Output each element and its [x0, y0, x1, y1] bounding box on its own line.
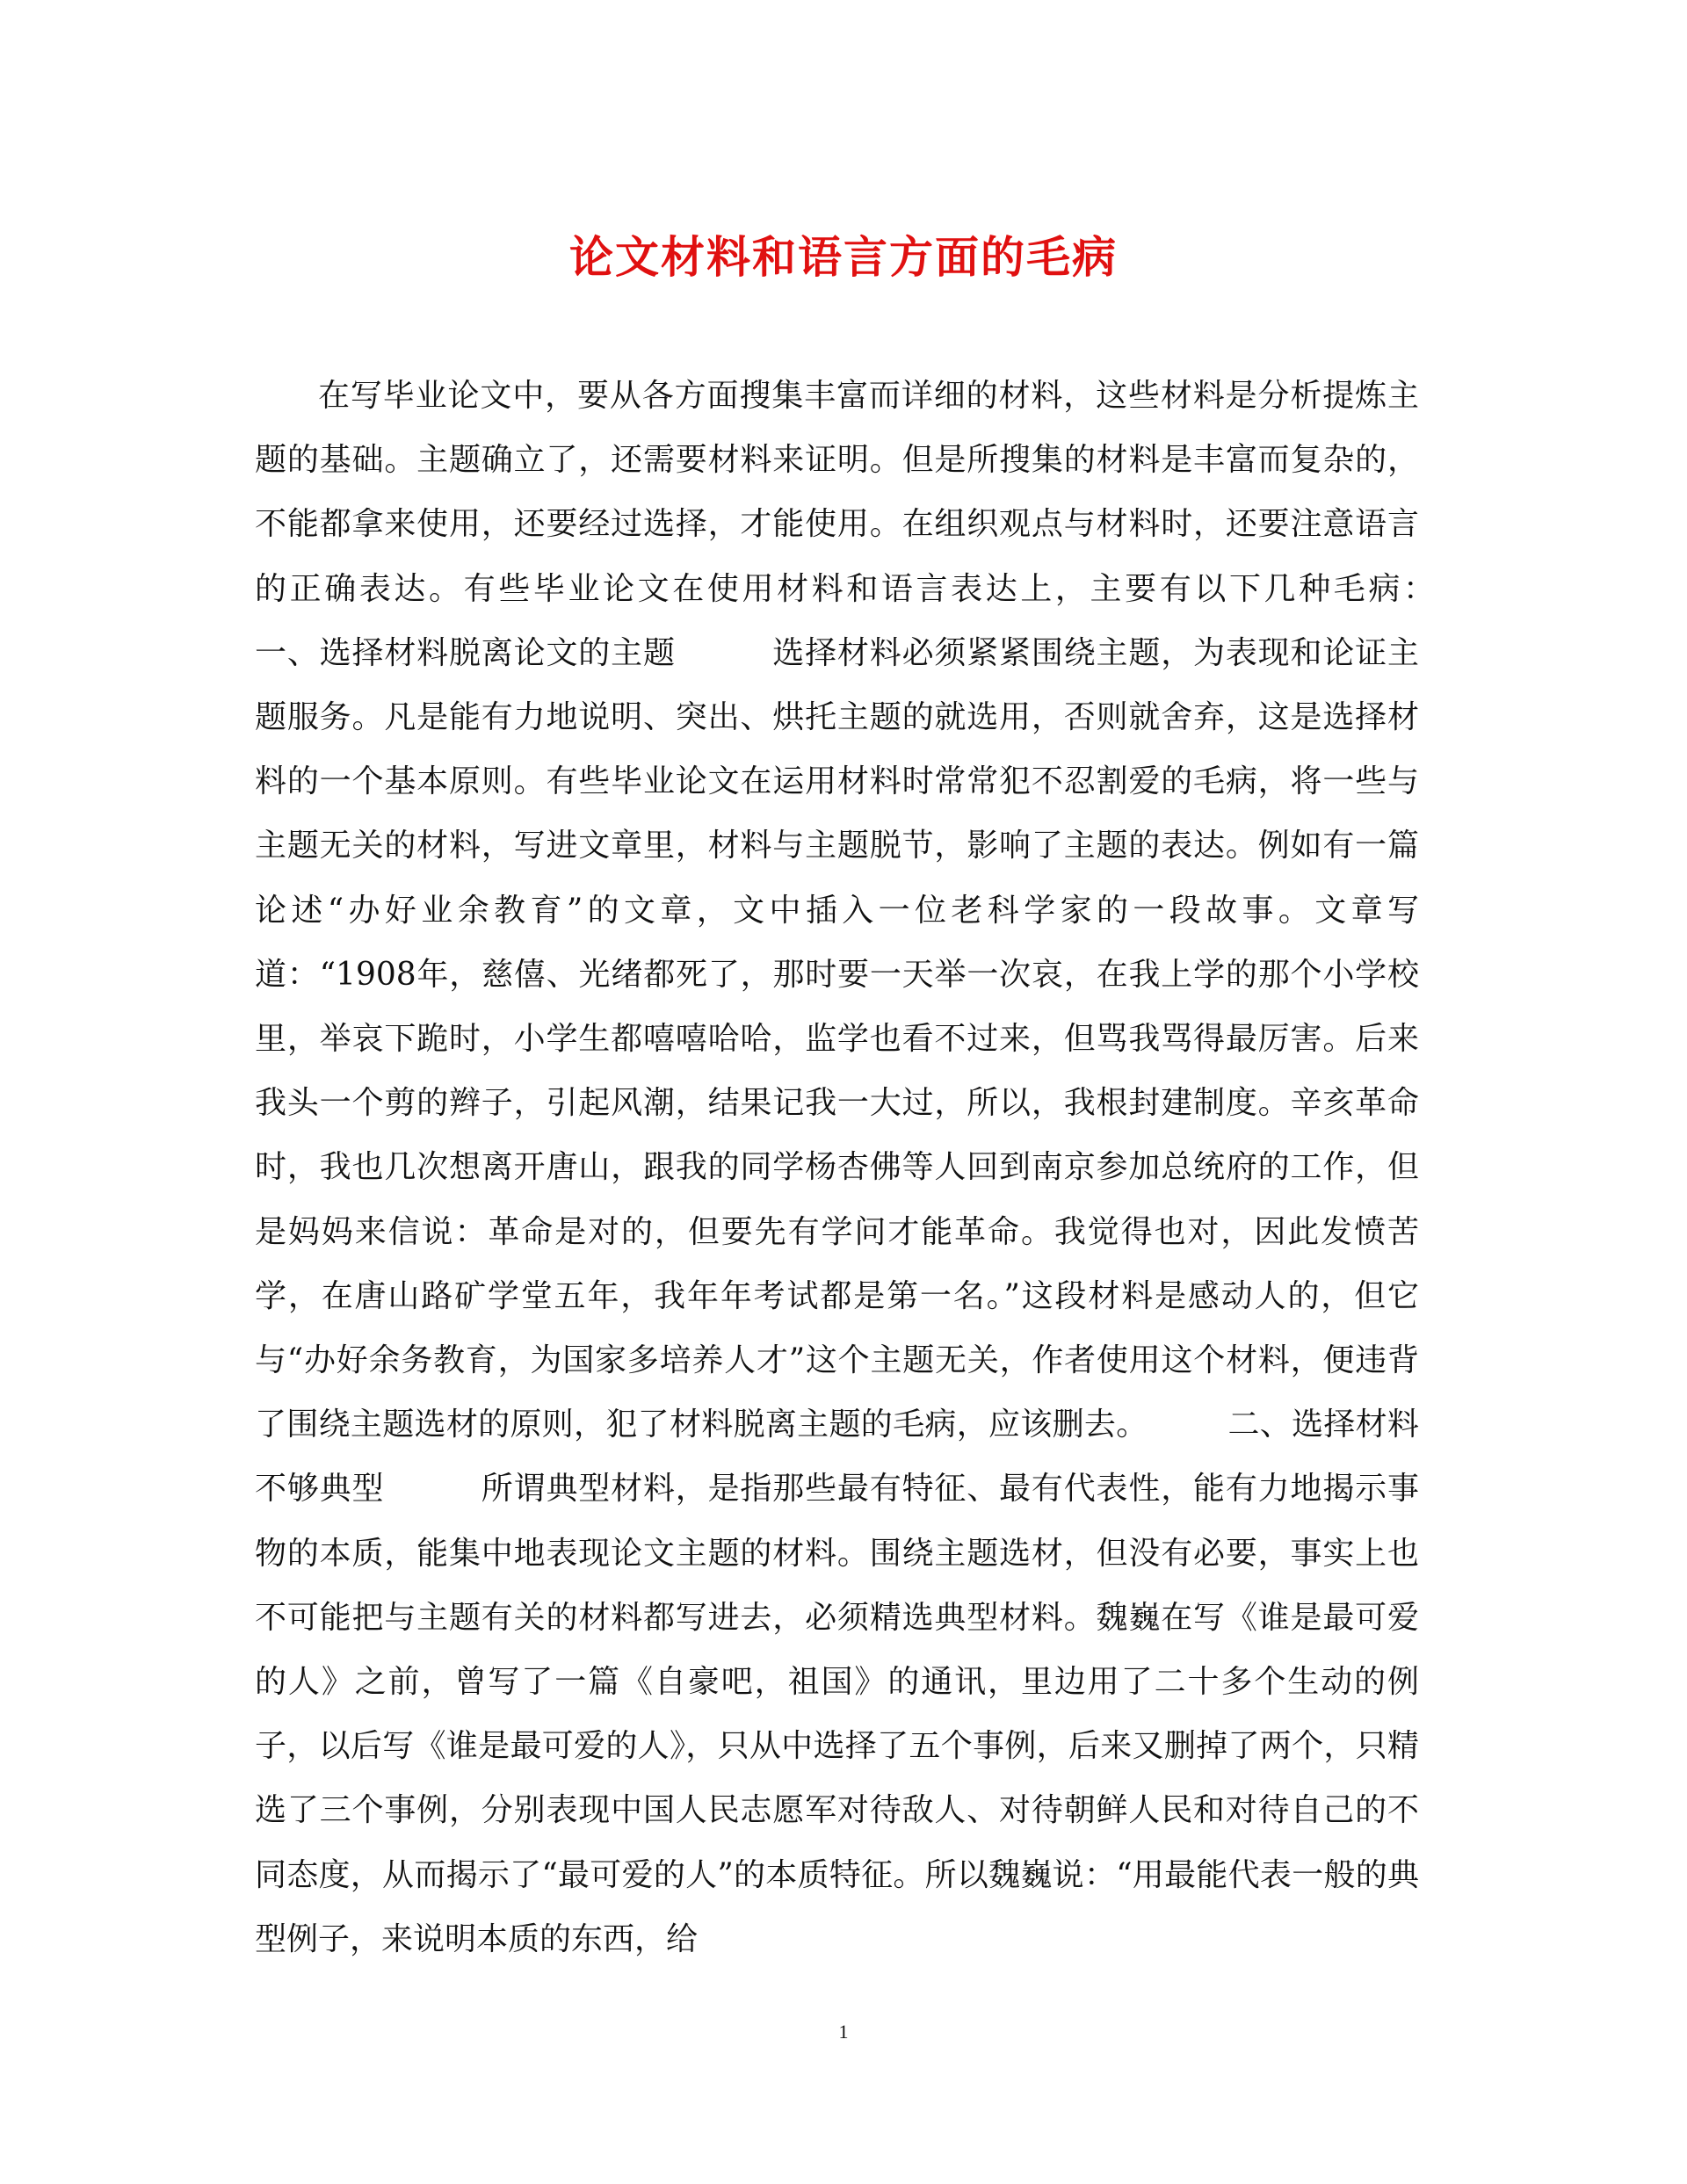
- body-paragraph: 在写毕业论文中，要从各方面搜集丰富而详细的材料，这些材料是分析提炼主题的基础。主题确立了，还需要材料来证明。但是所搜集的材料是丰富而复杂的，不能都拿来使用，还要经过选择，才能使用。在组织观点与材料时，还要注意语言的正确表达。有些毕业论文在使用材料和语言表达上，主要有以下几种毛病： 一、选择材料脱离论文的主题 选择材料必须紧紧围绕主题，为表现和论证主题服务。凡是能有力地说明、突出、烘托主题的就选用，否则就舍弃，这是选择材料的一个基本原则。有些毕业论文在运用材料时常常犯不忍割爱的毛病，将一些与主题无关的材料，写进文章里，材料与主题脱节，影响了主题的表达。例如有一篇论述“办好业余教育”的文章，文中插入一位老科学家的一段故事。文章写道：“1908年，慈僖、光绪都死了，那时要一天举一次哀，在我上学的那个小学校里，举哀下跪时，小学生都嘻嘻哈哈，监学也看不过来，但骂我骂得最厉害。后来我头一个剪的辫子，引起风潮，结果记我一大过，所以，我根封建制度。辛亥革命时，我也几次想离开唐山，跟我的同学杨杏佛等人回到南京参加总统府的工作，但是妈妈来信说：革命是对的，但要先有学问才能革命。我觉得也对，因此发愤苦学，在唐山路矿学堂五年，我年年考试都是第一名。”这段材料是感动人的，但它与“办好余务教育，为国家多培养人才”这个主题无关，作者使用这个材料，便违背了围绕主题选材的原则，犯了材料脱离主题的毛病，应该删去。 二、选择材料不够典型 所谓典型材料，是指那些最有特征、最有代表性，能有力地揭示事物的本质，能集中地表现论文主题的材料。围绕主题选材，但没有必要，事实上也不可能把与主题有关的材料都写进去，必须精选典型材料。魏巍在写《谁是最可爱的人》之前，曾写了一篇《自豪吧，祖国》的通讯，里边用了二十多个生动的例子，以后写《谁是最可爱的人》，只从中选择了五个事例，后来又删掉了两个，只精选了三个事例，分别表现中国人民志愿军对待敌人、对待朝鲜人民和对待自己的不同态度，从而揭示了“最可爱的人”的本质特征。所以魏巍说：“用最能代表一般的典型例子，来说明本质的东西，给: [255, 378, 1515, 1957]
- page-number: 1: [838, 2021, 849, 2043]
- document-title: 论文材料和语言方面的毛病: [569, 231, 1118, 283]
